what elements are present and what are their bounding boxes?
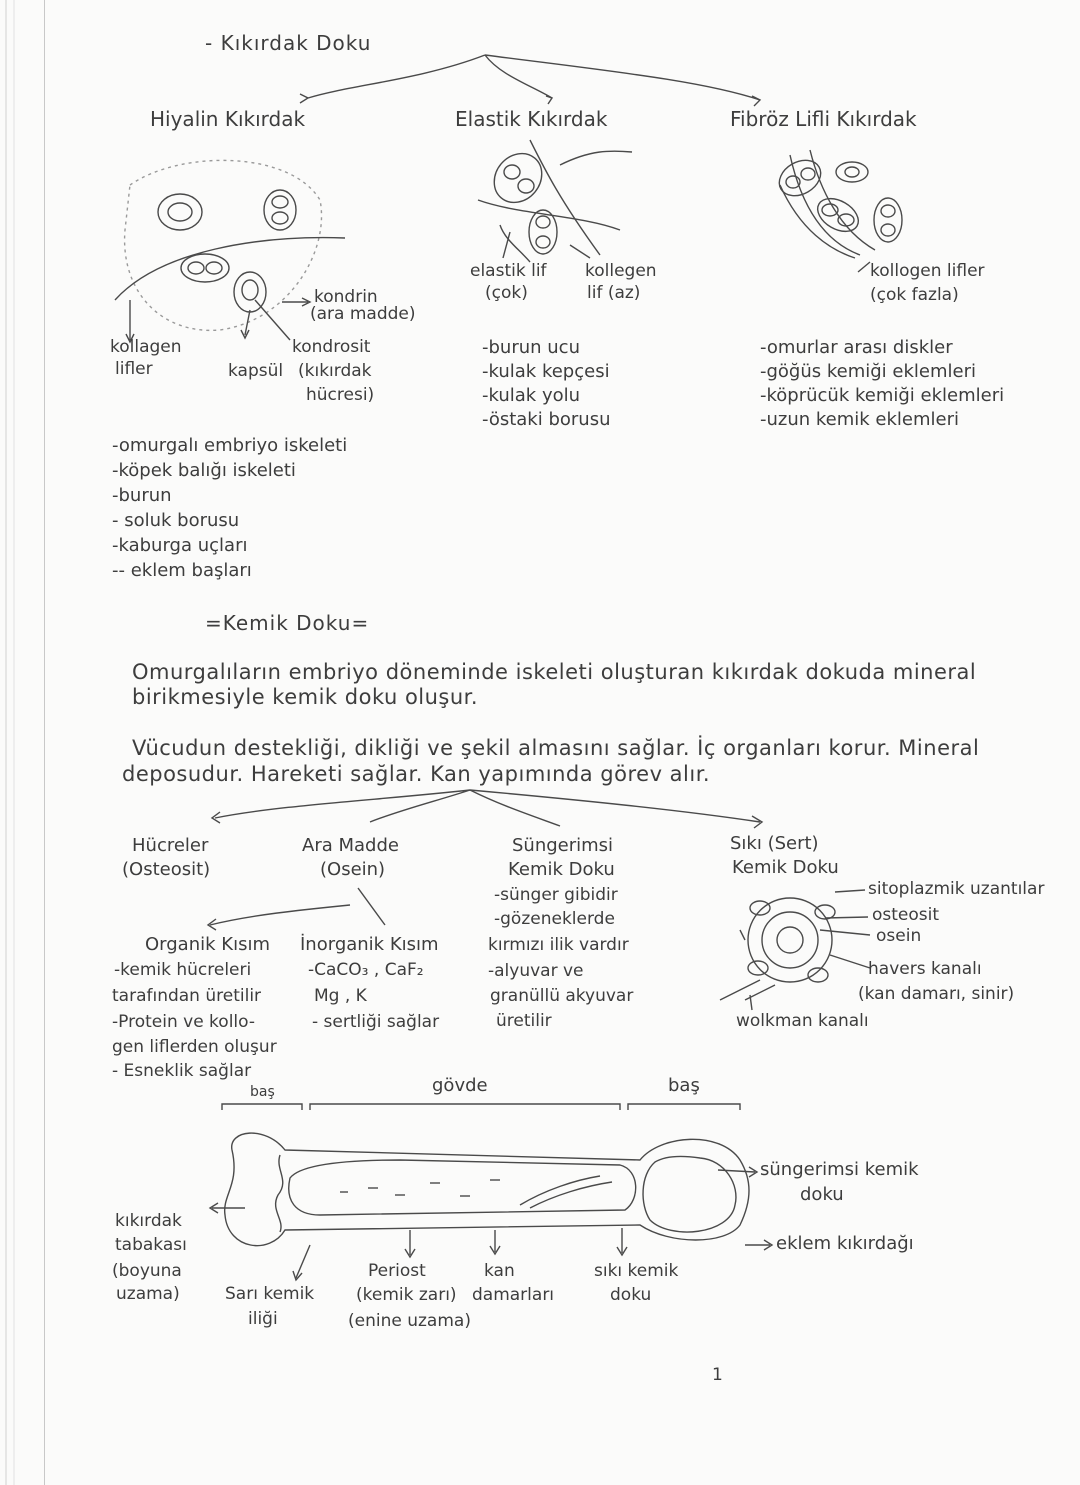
sungerimsi-label: Süngerimsi <box>512 835 614 856</box>
siki-kemik-label-1: sıkı kemik <box>594 1261 679 1281</box>
osteosit-label: osteosit <box>872 905 940 925</box>
list-item: -gözeneklerde <box>494 909 615 929</box>
eklem-kikirdagi-label: eklem kıkırdağı <box>776 1233 914 1254</box>
ara-madde-sub: (Osein) <box>320 859 386 880</box>
list-item: üretilir <box>496 1011 552 1031</box>
kondrosit-label: kondrosit <box>292 337 371 357</box>
list-item: -kulak kepçesi <box>482 361 610 382</box>
kikirdak-label-2: tabakası <box>115 1235 187 1255</box>
periost-label-1: Periost <box>368 1261 426 1281</box>
sungerimsi-kemik-label-1: süngerimsi kemik <box>760 1159 919 1180</box>
siki-label: Sıkı (Sert) <box>730 833 819 854</box>
kemik-doku-title: =Kemik Doku= <box>205 611 370 635</box>
list-item: tarafından üretilir <box>112 986 262 1006</box>
list-item: -östaki borusu <box>482 409 611 430</box>
list-item: - Esneklik sağlar <box>112 1061 252 1081</box>
list-item: kırmızı ilik vardır <box>488 935 629 955</box>
sari-kemik-label-1: Sarı kemik <box>225 1284 315 1304</box>
periost-label-2: (kemik zarı) <box>356 1285 457 1305</box>
fibroz-kollagen-sub: (çok fazla) <box>870 285 959 305</box>
elastik-title: Elastik Kıkırdak <box>455 107 608 131</box>
list-item: -kaburga uçları <box>112 535 248 556</box>
paragraph-2-line-2: deposudur. Hareketi sağlar. Kan yapımında görev alır. <box>122 762 711 786</box>
list-item: - sertliği sağlar <box>312 1012 440 1032</box>
kikirdak-label-1: kıkırdak <box>115 1211 182 1231</box>
list-item: -sünger gibidir <box>494 885 618 905</box>
havers-label: havers kanalı <box>868 959 982 979</box>
sitoplazmik-label: sitoplazmik uzantılar <box>868 879 1045 899</box>
osteon-diagram <box>720 890 870 1010</box>
osein-label: osein <box>876 926 922 946</box>
sari-kemik-label-2: iliği <box>248 1309 278 1329</box>
sungerimsi-kemik-label-2: doku <box>800 1184 844 1205</box>
fibroz-title: Fibröz Lifli Kıkırdak <box>730 107 917 131</box>
elastik-lif-sub: (çok) <box>485 283 528 303</box>
list-item: -göğüs kemiği eklemleri <box>760 361 976 382</box>
siki-kemik-label-2: doku <box>610 1285 652 1305</box>
siki-sub: Kemik Doku <box>732 857 839 878</box>
list-item: -- eklem başları <box>112 560 252 581</box>
list-item: -burun ucu <box>482 337 580 358</box>
list-item: -omurgalı embriyo iskeleti <box>112 435 348 456</box>
inorganik-title: İnorganik Kısım <box>300 934 439 955</box>
kan-label-2: damarları <box>472 1285 555 1305</box>
fibroz-kollagen-label: kollogen lifler <box>870 261 985 281</box>
hucreler-label: Hücreler <box>132 835 209 856</box>
sungerimsi-sub: Kemik Doku <box>508 859 615 880</box>
ara-madde-label: Ara Madde <box>302 835 399 856</box>
kollagen-lif-sub: lif (az) <box>587 283 641 303</box>
list-item: -burun <box>112 485 172 506</box>
page-number: 1 <box>712 1365 723 1385</box>
kondrosit-sub-2: hücresi) <box>306 385 375 405</box>
paragraph-2-line-1: Vücudun destekliği, dikliği ve şekil almasını sağlar. İç organları korur. Mineral <box>132 736 980 760</box>
fibroz-diagram <box>773 150 902 272</box>
kikirdak-label-4: uzama) <box>116 1284 180 1304</box>
kikirdak-doku-title: - Kıkırdak Doku <box>205 31 372 55</box>
list-item: granüllü akyuvar <box>490 986 634 1006</box>
volkman-label: wolkman kanalı <box>736 1011 869 1031</box>
list-item: -köpek balığı iskeleti <box>112 460 296 481</box>
paragraph-1-line-1: Omurgalıların embriyo döneminde iskeleti oluşturan kıkırdak dokuda mineral <box>132 660 977 684</box>
list-item: -köprücük kemiği eklemleri <box>760 385 1005 406</box>
govde-label: gövde <box>432 1075 488 1096</box>
kollagen-lif-label: kollegen <box>585 261 657 281</box>
list-item: -kulak yolu <box>482 385 581 406</box>
list-item: -Protein ve kollo- <box>112 1012 255 1032</box>
list-item: -uzun kemik eklemleri <box>760 409 960 430</box>
kollagen-label: kollagen <box>110 337 182 357</box>
list-item: Mg , K <box>314 986 367 1006</box>
list-item: - soluk borusu <box>112 510 240 531</box>
kollagen-label-2: lifler <box>115 359 153 379</box>
list-item: -kemik hücreleri <box>114 960 252 980</box>
hucreler-sub: (Osteosit) <box>122 859 211 880</box>
periost-label-3: (enine uzama) <box>348 1311 471 1331</box>
paragraph-1-line-2: birikmesiyle kemik doku oluşur. <box>132 685 479 709</box>
hiyalin-title: Hiyalin Kıkırdak <box>150 107 306 131</box>
kondrosit-sub-1: (kıkırdak <box>298 361 372 381</box>
list-item: -omurlar arası diskler <box>760 337 953 358</box>
kapsul-label: kapsül <box>228 361 284 381</box>
list-item: -CaCO₃ , CaF₂ <box>308 960 424 980</box>
elastik-diagram <box>478 140 632 262</box>
elastik-lif-label: elastik lif <box>470 261 547 281</box>
bas-left-label: baş <box>250 1084 275 1100</box>
bas-right-label: baş <box>668 1075 700 1096</box>
organik-title: Organik Kısım <box>145 934 270 955</box>
kikirdak-label-3: (boyuna <box>112 1261 182 1281</box>
bone-diagram <box>210 1133 772 1280</box>
kan-label-1: kan <box>484 1261 515 1281</box>
list-item: gen liflerden oluşur <box>112 1037 277 1057</box>
kondrin-label: kondrin <box>314 287 378 307</box>
kondrin-sub: (ara madde) <box>310 304 416 324</box>
list-item: -alyuvar ve <box>488 961 584 981</box>
havers-sub: (kan damarı, sinir) <box>858 984 1015 1004</box>
